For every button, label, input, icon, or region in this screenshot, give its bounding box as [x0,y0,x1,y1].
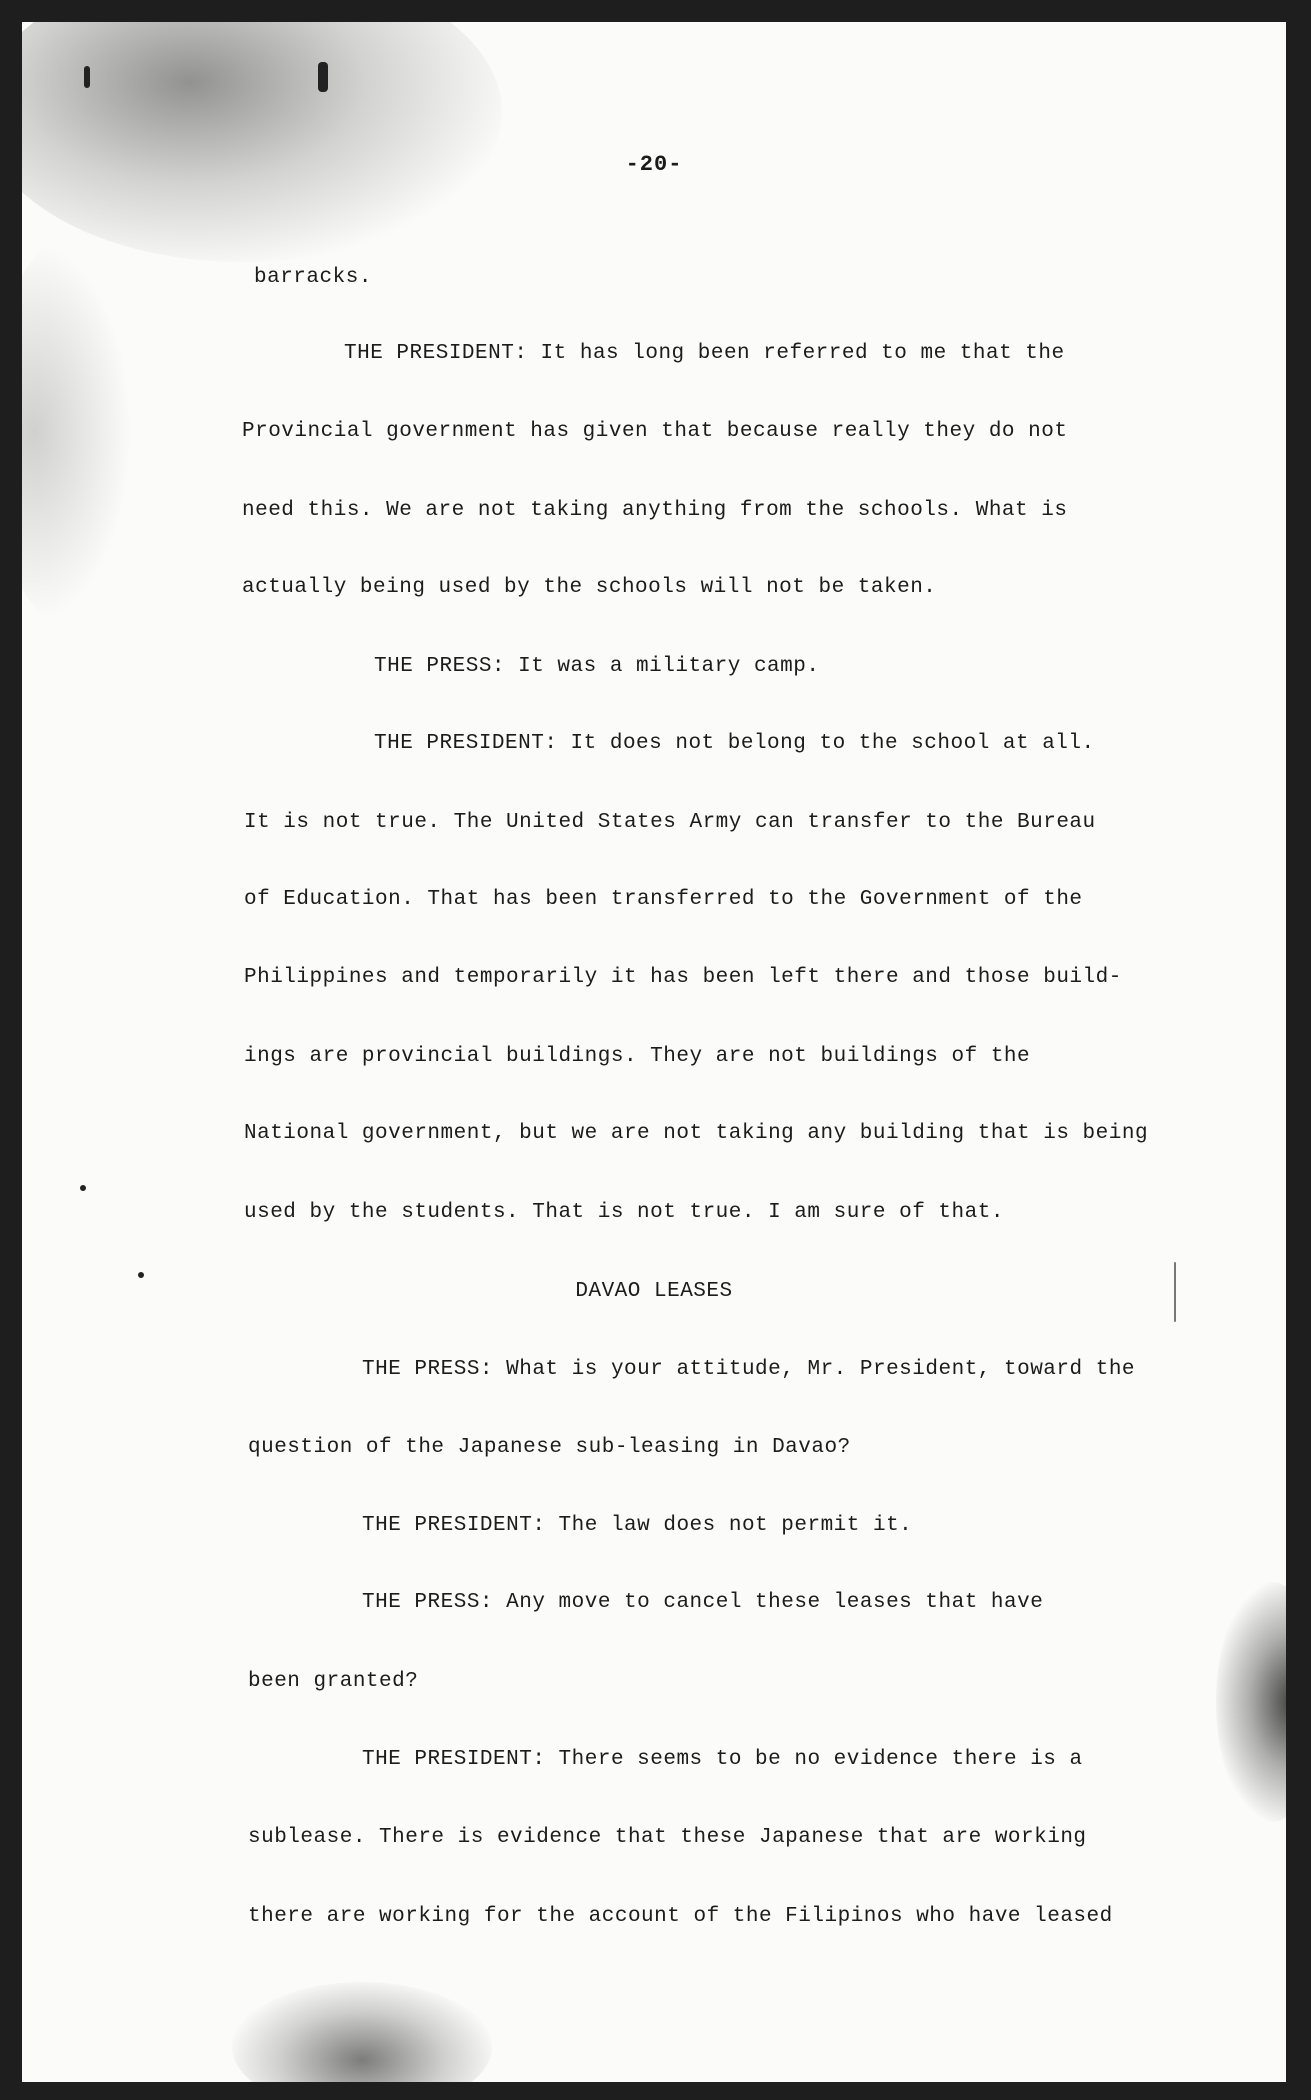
scan-smudge [1216,1582,1286,1822]
text-line: THE PRESIDENT: It has long been referred to me that the [344,342,1065,365]
ink-mark [84,66,90,88]
text-line: there are working for the account of the Filipinos who have leased [248,1905,1113,1928]
text-line: THE PRESS: What is your attitude, Mr. President, toward the [362,1358,1136,1381]
scan-smudge [22,22,502,262]
text-line: It is not true. The United States Army can transfer to the Bureau [244,811,1096,834]
text-line: actually being used by the schools will not be taken. [242,576,937,599]
scan-smudge [232,1982,492,2082]
text-line: question of the Japanese sub-leasing in Davao? [248,1436,851,1459]
ink-mark [138,1272,144,1278]
text-line: of Education. That has been transferred to the Government of the [244,888,1083,911]
page-number: -20- [625,152,683,177]
text-line: THE PRESIDENT: It does not belong to the school at all. [374,732,1095,755]
text-line: sublease. There is evidence that these Japanese that are working [248,1826,1087,1849]
text-line: Philippines and temporarily it has been left there and those build- [244,966,1122,989]
text-line: ings are provincial buildings. They are not buildings of the [244,1045,1031,1068]
scan-smudge [22,242,132,622]
section-heading: DAVAO LEASES [575,1280,733,1303]
ink-mark [80,1185,86,1191]
ink-mark [318,62,328,92]
text-line: Provincial government has given that because really they do not [242,420,1068,443]
text-line: been granted? [248,1670,419,1693]
text-line: THE PRESS: Any move to cancel these leases that have [362,1591,1044,1614]
text-line: barracks. [254,266,372,289]
text-line: THE PRESS: It was a military camp. [374,655,820,678]
document-page [22,22,1286,2082]
text-line: National government, but we are not taking any building that is being [244,1122,1149,1145]
text-line: THE PRESIDENT: The law does not permit it. [362,1514,913,1537]
text-line: THE PRESIDENT: There seems to be no evidence there is a [362,1748,1083,1771]
text-line: used by the students. That is not true. I am sure of that. [244,1201,1004,1224]
text-line: need this. We are not taking anything from the schools. What is [242,499,1068,522]
